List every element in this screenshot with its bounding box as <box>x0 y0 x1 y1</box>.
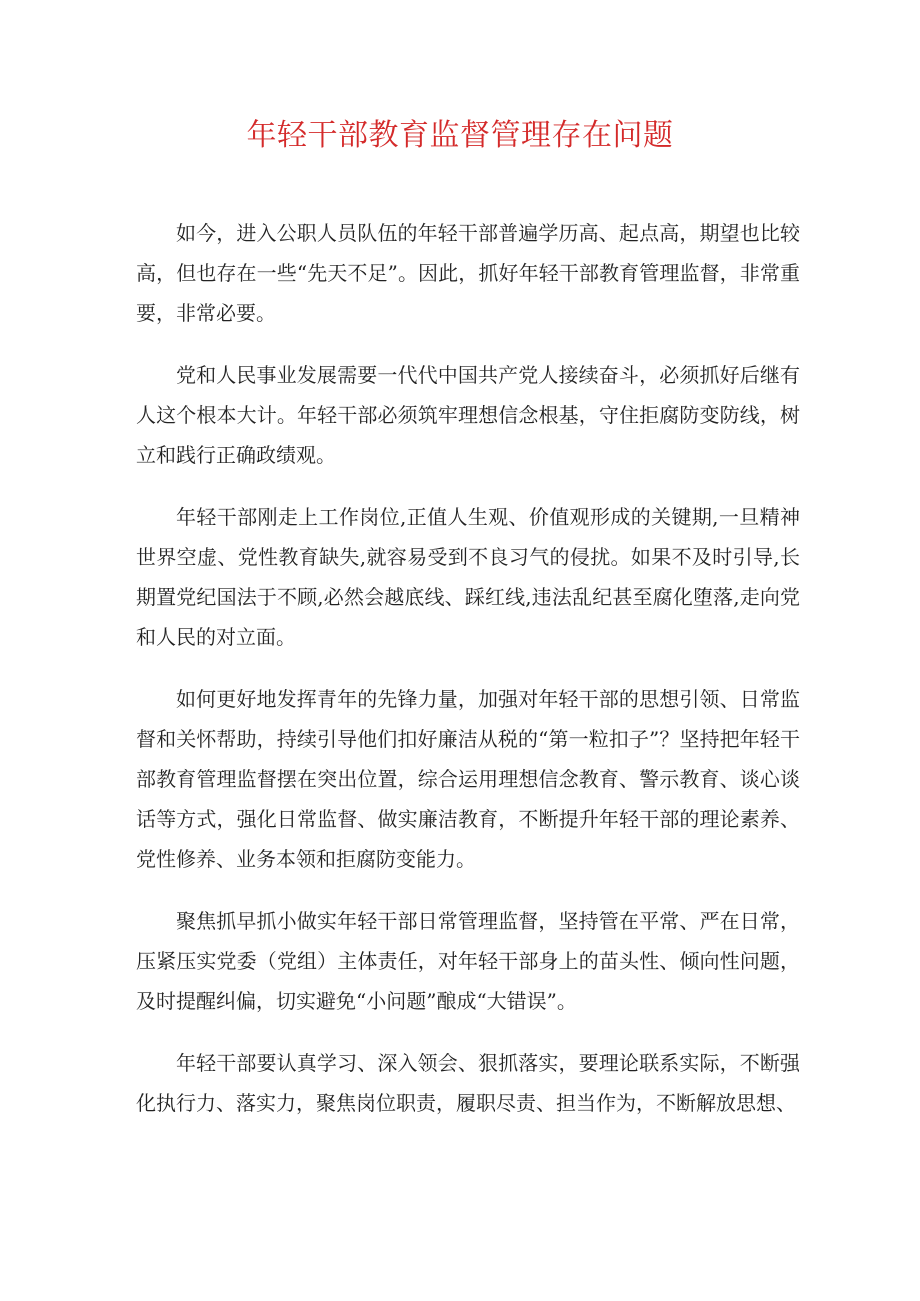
paragraph-6: 年轻干部要认真学习、深入领会、狠抓落实，要理论联系实际，不断强化执行力、落实力，聚焦岗位职责，履职尽责、担当作为，不断解放思想、 <box>136 1051 800 1115</box>
paragraph-2: 党和人民事业发展需要一代代中国共产党人接续奋斗，必须抓好后继有人这个根本大计。年轻干部必须筑牢理想信念根基，守住拒腐防变防线，树立和践行正确政绩观。 <box>136 363 800 467</box>
document-body <box>136 213 800 1123</box>
document-title: 年轻干部教育监督管理存在问题 <box>246 118 674 153</box>
paragraph-5: 聚焦抓早抓小做实年轻干部日常管理监督，坚持管在平常、严在日常，压紧压实党委（党组）主体责任，对年轻干部身上的苗头性、倾向性问题，及时提醒纠偏，切实避免“小问题”酿成“大错误”。 <box>136 909 800 1013</box>
paragraph-1: 如今，进入公职人员队伍的年轻干部普遍学历高、起点高，期望也比较高，但也存在一些“先天不足”。因此，抓好年轻干部教育管理监督，非常重要，非常必要。 <box>136 221 800 325</box>
paragraph-4: 如何更好地发挥青年的先锋力量，加强对年轻干部的思想引领、日常监督和关怀帮助，持续引导他们扣好廉洁从税的“第一粒扣子”？坚持把年轻干部教育管理监督摆在突出位置，综合运用理想信念教育、警示教育、谈心谈话等方式，强化日常监督、做实廉洁教育，不断提升年轻干部的理论素养、党性修养、业务本领和拒腐防变能力。 <box>136 687 800 871</box>
paragraph-3: 年轻干部刚走上工作岗位,正值人生观、价值观形成的关键期,一旦精神世界空虚、党性教育缺失,就容易受到不良习气的侵扰。如果不及时引导,长期置党纪国法于不顾,必然会越底线、踩红线,违法乱纪甚至腐化堕落,走向党和人民的对立面。 <box>136 505 800 649</box>
